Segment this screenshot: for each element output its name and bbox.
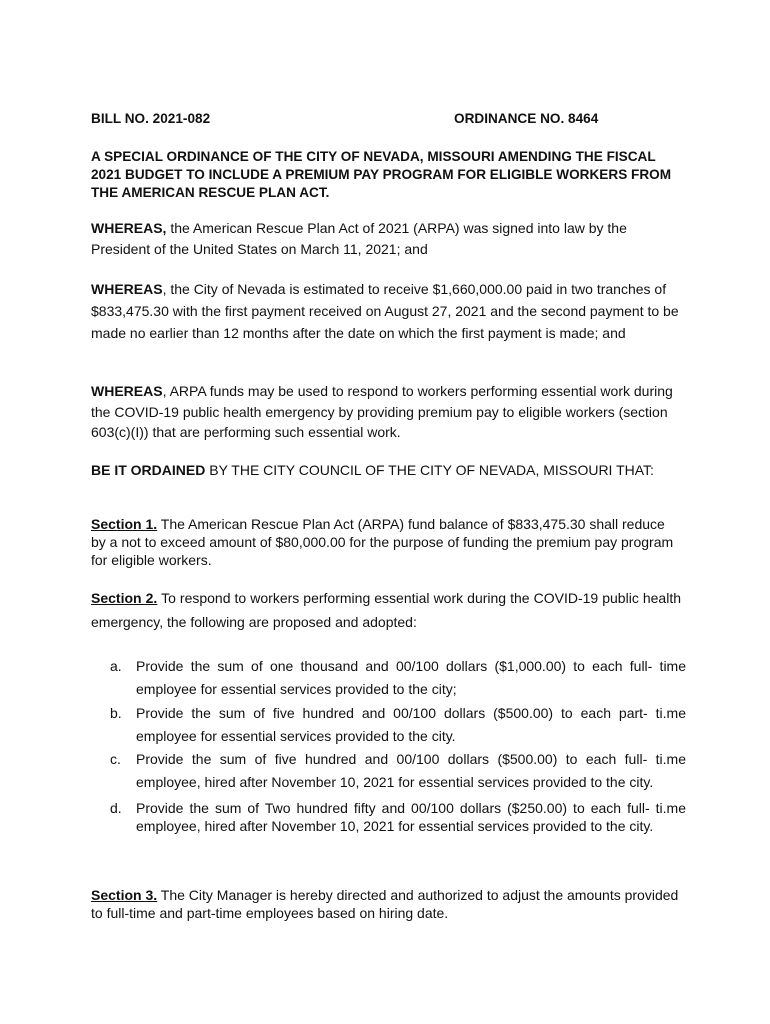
whereas-paragraph-2 [91, 278, 681, 344]
section-1-label: Section 1. [91, 516, 158, 532]
section-2 [91, 586, 681, 634]
section-1 [91, 515, 681, 569]
list-item [110, 795, 686, 835]
list-item [110, 655, 686, 702]
section-3 [91, 886, 681, 922]
whereas-lead: WHEREAS [91, 281, 163, 297]
ordained-text: BY THE CITY COUNCIL OF THE CITY OF NEVADA, MISSOURI THAT: [205, 462, 654, 478]
list-marker: b. [110, 704, 122, 721]
section-2-label: Section 2. [91, 590, 158, 606]
list-item-text: Provide the sum of one thousand and 00/100 dollars ($1,000.00) to each full- time employee for essential services provided to the city; [136, 658, 686, 698]
section-3-text: The City Manager is hereby directed and authorized to adjust the amounts provided to full-time and part-time employees based on hiring date. [91, 887, 679, 921]
whereas-paragraph-1 [91, 218, 681, 259]
whereas-text: the American Rescue Plan Act of 2021 (ARPA) was signed into law by the President of the United States on March 11, 2021; and [91, 220, 627, 257]
list-item-text: Provide the sum of five hundred and 00/100 dollars ($500.00) to each part- ti.me employee for essential services provided to the city. [136, 704, 686, 744]
section-3-label: Section 3. [91, 887, 158, 903]
ordinance-title: A SPECIAL ORDINANCE OF THE CITY OF NEVADA, MISSOURI AMENDING THE FISCAL 2021 BUDGET TO INCLUDE A PREMIUM PAY PROGRAM FOR ELIGIBLE WORKERS FROM THE AMERICAN RESCUE PLAN ACT. [91, 149, 672, 200]
list-item [110, 748, 686, 795]
list-marker: d. [110, 799, 122, 816]
whereas-text: , ARPA funds may be used to respond to workers performing essential work during the COVID-19 public health emergency by providing premium pay to eligible workers (section 603(c)(I)) that are performing such essential work. [91, 383, 673, 440]
ordained-paragraph [91, 461, 681, 479]
whereas-paragraph-3 [91, 381, 681, 443]
ordinance-number: ORDINANCE NO. 8464 [454, 111, 599, 126]
whereas-text: , the City of Nevada is estimated to receive $1,660,000.00 paid in two tranches of $833,475.30 with the first payment received on August 27, 2021 and the second payment to be made no earlier than 12 months after the date on which the first payment is made; and [91, 281, 679, 341]
list-item-text: Provide the sum of five hundred and 00/100 dollars ($500.00) to each full- ti.me employee, hired after November 10, 2021 for essential services provided to the city. [136, 751, 686, 791]
whereas-lead: WHEREAS [91, 383, 163, 399]
premium-pay-list [110, 655, 686, 835]
ordained-lead: BE IT ORDAINED [91, 462, 206, 478]
whereas-lead: WHEREAS, [91, 220, 167, 236]
list-marker: a. [110, 658, 122, 674]
list-item [110, 702, 686, 749]
section-2-text: To respond to workers performing essential work during the COVID-19 public health emergency, the following are proposed and adopted: [91, 590, 682, 630]
list-item-text: Provide the sum of Two hundred fifty and 00/100 dollars ($250.00) to each full- ti.me employee, hired after November 10, 2021 for essential services provided to the city. [136, 799, 686, 834]
bill-number: BILL NO. 2021-082 [91, 111, 211, 126]
section-1-text: The American Rescue Plan Act (ARPA) fund balance of $833,475.30 shall reduce by a not to exceed amount of $80,000.00 for the purpose of funding the premium pay program for eligible workers. [91, 516, 674, 568]
list-marker: c. [110, 751, 121, 768]
